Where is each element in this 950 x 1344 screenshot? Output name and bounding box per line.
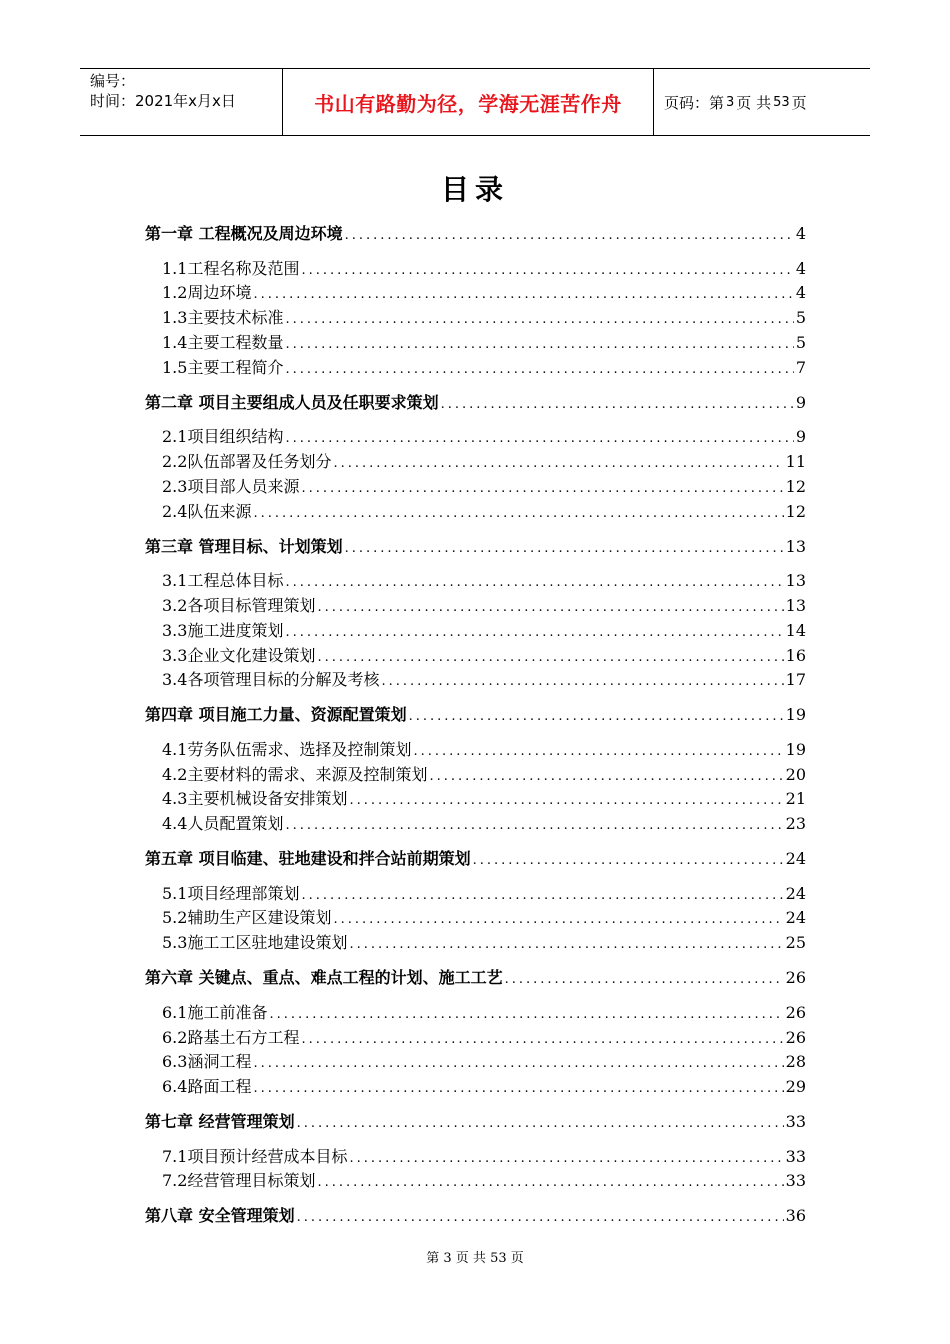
toc-dot-leader <box>381 674 783 689</box>
toc-section-entry[interactable] <box>162 499 806 522</box>
toc-entry-title: 5.2辅助生产区建设策划 <box>162 908 332 927</box>
toc-entry-page: 14 <box>785 621 806 640</box>
toc-dot-leader <box>285 337 793 352</box>
toc-entry-page: 24 <box>785 849 806 868</box>
toc-dot-leader <box>441 397 794 412</box>
toc-entry-title: 4.1劳务队伍需求、选择及控制策划 <box>162 740 412 759</box>
toc-section-entry[interactable] <box>162 667 806 690</box>
toc-entry-title: 7.1项目预计经营成本目标 <box>162 1147 348 1166</box>
toc-dot-leader <box>253 506 783 521</box>
toc-dot-leader <box>317 1175 783 1190</box>
toc-dot-leader <box>429 769 783 784</box>
header-motto: 书山有路勤为径，学海无涯苦作舟 <box>282 69 654 135</box>
toc-entry-page: 36 <box>785 1206 806 1225</box>
toc-entry-page: 16 <box>785 646 806 665</box>
toc-entry-page: 5 <box>795 333 806 352</box>
toc-dot-leader <box>505 972 784 987</box>
toc-dot-leader <box>285 625 783 640</box>
header-page-current: 3 <box>726 94 735 110</box>
toc-dot-leader <box>349 1151 783 1166</box>
toc-entry-title: 2.2队伍部署及任务划分 <box>162 452 332 471</box>
footer-mid: 页 共 <box>455 1251 486 1266</box>
footer-prefix: 第 <box>426 1251 440 1266</box>
toc-chapter-entry[interactable] <box>145 702 806 725</box>
page-title: 目录 <box>440 173 509 206</box>
toc-section-entry[interactable] <box>162 568 806 591</box>
toc-dot-leader <box>473 853 784 868</box>
toc-entry-title: 3.1工程总体目标 <box>162 571 284 590</box>
toc-dot-leader <box>345 541 784 556</box>
toc-entry-page: 33 <box>785 1147 806 1166</box>
toc-dot-leader <box>349 793 783 808</box>
toc-entry-page: 13 <box>785 596 806 615</box>
toc-section-entry[interactable] <box>162 424 806 447</box>
toc-entry-title: 1.2周边环境 <box>162 283 252 302</box>
toc-entry-title: 第二章 项目主要组成人员及任职要求策划 <box>145 393 439 412</box>
toc-section-entry[interactable] <box>162 643 806 666</box>
toc-section-entry[interactable] <box>162 1168 806 1191</box>
toc-entry-page: 33 <box>785 1171 806 1190</box>
toc-entry-title: 7.2经营管理目标策划 <box>162 1171 316 1190</box>
toc-dot-leader <box>285 312 793 327</box>
header-page-info <box>654 69 870 135</box>
toc-chapter-entry[interactable] <box>145 1109 806 1132</box>
toc-entry-title: 6.4路面工程 <box>162 1077 252 1096</box>
toc-section-entry[interactable] <box>162 474 806 497</box>
page-footer <box>0 1247 950 1266</box>
toc-dot-leader <box>285 431 793 446</box>
header-meta <box>80 69 282 135</box>
toc-chapter-entry[interactable] <box>145 390 806 413</box>
toc-entry-page: 28 <box>785 1052 806 1071</box>
toc-entry-title: 5.3施工工区驻地建设策划 <box>162 933 348 952</box>
toc-entry-title: 6.1施工前准备 <box>162 1003 268 1022</box>
toc-entry-title: 4.4人员配置策划 <box>162 814 284 833</box>
toc-section-entry[interactable] <box>162 1000 806 1023</box>
toc-section-entry[interactable] <box>162 786 806 809</box>
toc-entry-title: 第四章 项目施工力量、资源配置策划 <box>145 705 407 724</box>
toc-section-entry[interactable] <box>162 737 806 760</box>
toc-entry-title: 5.1项目经理部策划 <box>162 884 300 903</box>
toc-dot-leader <box>301 1032 783 1047</box>
toc-section-entry[interactable] <box>162 905 806 928</box>
toc-chapter-entry[interactable] <box>145 1203 806 1226</box>
toc-entry-title: 6.3涵洞工程 <box>162 1052 252 1071</box>
toc-entry-title: 2.1项目组织结构 <box>162 427 284 446</box>
toc-dot-leader <box>301 263 793 278</box>
toc-entry-title: 3.3企业文化建设策划 <box>162 646 316 665</box>
toc-section-entry[interactable] <box>162 280 806 303</box>
toc-section-entry[interactable] <box>162 1144 806 1167</box>
header-page-prefix: 页码：第 <box>664 93 725 112</box>
toc-dot-leader <box>301 888 783 903</box>
toc-section-entry[interactable] <box>162 881 806 904</box>
document-header <box>80 68 870 136</box>
toc-entry-page: 29 <box>785 1077 806 1096</box>
toc-dot-leader <box>317 600 783 615</box>
toc-section-entry[interactable] <box>162 355 806 378</box>
header-page-total: 53 <box>773 94 790 110</box>
toc-entry-title: 4.3主要机械设备安排策划 <box>162 789 348 808</box>
footer-suffix: 页 <box>510 1251 524 1266</box>
toc-section-entry[interactable] <box>162 762 806 785</box>
toc-entry-page: 17 <box>785 670 806 689</box>
toc-dot-leader <box>269 1007 783 1022</box>
toc-entry-page: 12 <box>785 477 806 496</box>
toc-dot-leader <box>345 228 794 243</box>
toc-entry-page: 26 <box>785 968 806 987</box>
toc-entry-title: 第八章 安全管理策划 <box>145 1206 295 1225</box>
toc-entry-title: 1.5主要工程简介 <box>162 358 284 377</box>
toc-entry-page: 21 <box>785 789 806 808</box>
toc-entry-page: 26 <box>785 1003 806 1022</box>
toc-entry-page: 19 <box>785 705 806 724</box>
toc-entry-title: 1.1工程名称及范围 <box>162 259 300 278</box>
toc-entry-title: 第七章 经营管理策划 <box>145 1112 295 1131</box>
toc-entry-page: 9 <box>795 427 806 446</box>
toc-entry-page: 7 <box>795 358 806 377</box>
toc-entry-page: 4 <box>795 259 806 278</box>
toc-entry-page: 4 <box>795 224 806 243</box>
toc-entry-page: 33 <box>785 1112 806 1131</box>
toc-chapter-entry[interactable] <box>145 846 806 869</box>
toc-entry-title: 第五章 项目临建、驻地建设和拌合站前期策划 <box>145 849 471 868</box>
toc-section-entry[interactable] <box>162 449 806 472</box>
toc-entry-title: 第一章 工程概况及周边环境 <box>145 224 343 243</box>
toc-entry-title: 3.3施工进度策划 <box>162 621 284 640</box>
toc-dot-leader <box>413 744 783 759</box>
toc-entry-title: 3.2各项目标管理策划 <box>162 596 316 615</box>
toc-entry-page: 13 <box>785 537 806 556</box>
toc-dot-leader <box>285 818 783 833</box>
header-time-label: 时间：2021年x月x日 <box>90 92 236 110</box>
toc-dot-leader <box>285 575 783 590</box>
toc-dot-leader <box>297 1116 784 1131</box>
toc-entry-title: 第六章 关键点、重点、难点工程的计划、施工工艺 <box>145 968 503 987</box>
toc-section-entry[interactable] <box>162 1074 806 1097</box>
toc-entry-page: 4 <box>795 283 806 302</box>
toc-dot-leader <box>297 1210 784 1225</box>
toc-dot-leader <box>409 709 784 724</box>
toc-dot-leader <box>253 287 793 302</box>
footer-total: 53 <box>490 1251 507 1266</box>
toc-dot-leader <box>333 456 783 471</box>
toc-entry-page: 26 <box>785 1028 806 1047</box>
toc-section-entry[interactable] <box>162 305 806 328</box>
toc-entry-page: 5 <box>795 308 806 327</box>
toc-entry-page: 13 <box>785 571 806 590</box>
toc-entry-title: 2.4队伍来源 <box>162 502 252 521</box>
header-page-suffix: 页 <box>791 93 807 112</box>
toc-section-entry[interactable] <box>162 256 806 279</box>
toc-dot-leader <box>317 650 783 665</box>
toc-entry-page: 23 <box>785 814 806 833</box>
toc-entry-page: 24 <box>785 908 806 927</box>
toc-entry-title: 3.4各项管理目标的分解及考核 <box>162 670 380 689</box>
toc-entry-page: 9 <box>795 393 806 412</box>
header-page-mid: 页 共 <box>736 93 772 112</box>
toc-section-entry[interactable] <box>162 811 806 834</box>
toc-entry-title: 1.3主要技术标准 <box>162 308 284 327</box>
toc-section-entry[interactable] <box>162 618 806 641</box>
toc-entry-page: 12 <box>785 502 806 521</box>
toc-chapter-entry[interactable] <box>145 221 806 244</box>
toc-dot-leader <box>285 362 793 377</box>
toc-entry-title: 1.4主要工程数量 <box>162 333 284 352</box>
toc-entry-title: 4.2主要材料的需求、来源及控制策划 <box>162 765 428 784</box>
toc-dot-leader <box>333 912 783 927</box>
toc-entry-page: 24 <box>785 884 806 903</box>
toc-section-entry[interactable] <box>162 330 806 353</box>
toc-entry-title: 第三章 管理目标、计划策划 <box>145 537 343 556</box>
toc-section-entry[interactable] <box>162 930 806 953</box>
toc-section-entry[interactable] <box>162 593 806 616</box>
footer-current: 3 <box>443 1251 452 1266</box>
toc-entry-page: 25 <box>785 933 806 952</box>
header-number-label: 编号： <box>90 72 136 90</box>
toc-entry-page: 11 <box>785 452 806 471</box>
toc-entry-page: 20 <box>785 765 806 784</box>
toc-dot-leader <box>253 1081 783 1096</box>
toc-dot-leader <box>349 937 783 952</box>
toc-chapter-entry[interactable] <box>145 965 806 988</box>
toc-entry-page: 19 <box>785 740 806 759</box>
toc-section-entry[interactable] <box>162 1049 806 1072</box>
toc-dot-leader <box>301 481 783 496</box>
toc-section-entry[interactable] <box>162 1025 806 1048</box>
toc-dot-leader <box>253 1056 783 1071</box>
toc-entry-title: 6.2路基土石方工程 <box>162 1028 300 1047</box>
toc-chapter-entry[interactable] <box>145 534 806 557</box>
toc-entry-title: 2.3项目部人员来源 <box>162 477 300 496</box>
